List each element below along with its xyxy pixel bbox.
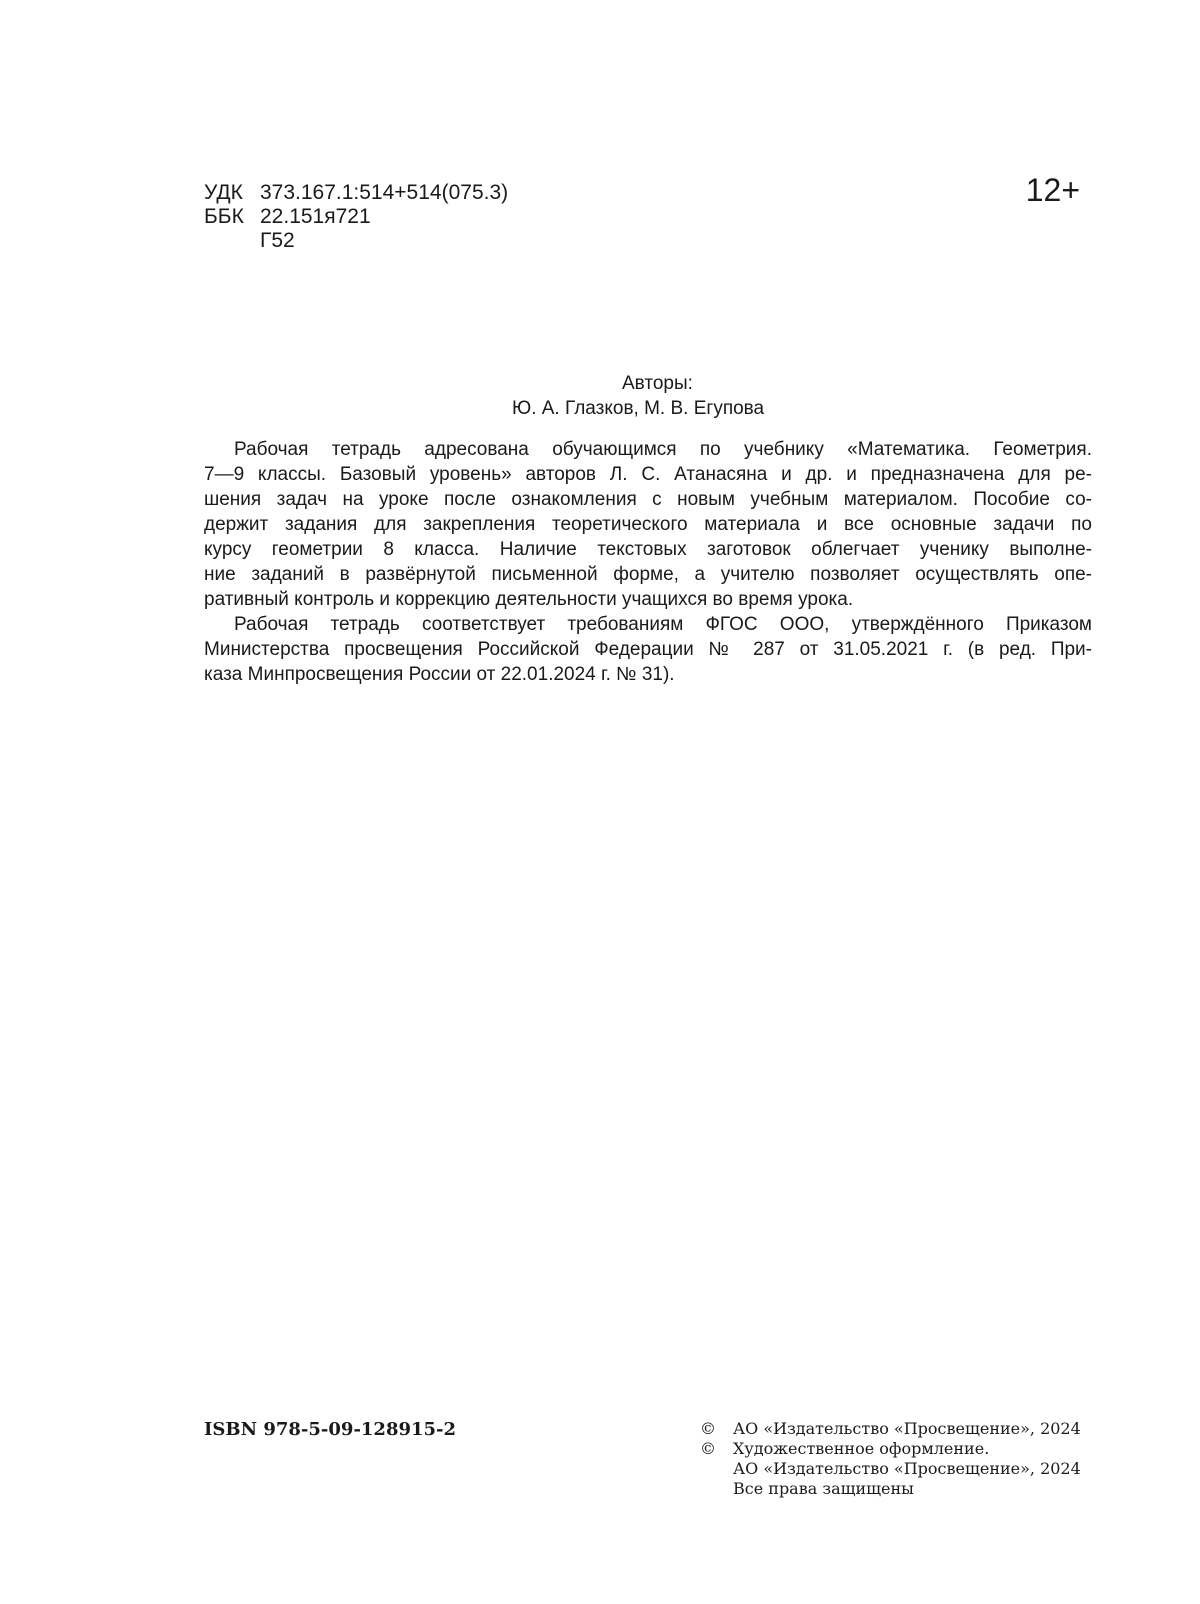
classification-codes [204,181,508,253]
abstract-line: ративный контроль и коррекцию деятельности учащихся во время урока. [204,589,854,610]
udk-value: 373.167.1:514+514(075.3) [260,181,509,204]
authors-names: Ю. А. Глазков, М. В. Егупова [512,398,765,419]
copyright-row [700,1479,1081,1499]
isbn: ISBN 978-5-09-128915-2 [204,1419,457,1440]
copyright-block [700,1419,1081,1499]
copyright-publisher: АО «Издательство «Просвещение», 2024 [733,1419,1081,1438]
abstract-line: шения задач на уроке после ознакомления с новым учебным материалом. Пособие со- [204,489,1092,510]
abstract-line: курсу геометрии 8 класса. Наличие текстовых заготовок облегчает ученику выполне- [204,539,1092,560]
abstract-line: держит задания для закрепления теоретического материала и все основные задачи по [204,514,1092,535]
abstract-line: ние заданий в развёрнутой письменной форме, а учителю позволяет осуществлять опе- [204,564,1092,585]
copyright-icon: © [700,1439,716,1458]
abstract-line: Рабочая тетрадь адресована обучающимся по учебнику «Математика. Геометрия. [234,439,1092,460]
author-mark: Г52 [260,229,295,252]
copyright-design: Художественное оформление. [733,1439,990,1458]
author-mark-row [204,229,508,253]
age-rating: 12+ [1025,172,1080,208]
copyright-row [700,1459,1081,1479]
bbk-label: ББК [204,205,244,228]
udk-row [204,181,508,205]
udk-label: УДК [204,181,243,204]
abstract-line: каза Минпросвещения России от 22.01.2024 г. № 31). [204,664,675,685]
abstract-line: Рабочая тетрадь соответствует требованиям ФГОС ООО, утверждённого Приказом [234,614,1092,635]
abstract-line: Министерства просвещения Российской Федерации № 287 от 31.05.2021 г. (в ред. При- [204,639,1092,660]
bbk-value: 22.151я721 [260,205,371,228]
copyright-row [700,1419,1081,1439]
abstract-line: 7—9 классы. Базовый уровень» авторов Л. С. Атанасяна и др. и предназначена для ре- [204,464,1092,485]
copyright-icon: © [700,1419,716,1438]
copyright-row [700,1439,1081,1459]
bbk-row [204,205,508,229]
abstract [204,437,1092,687]
all-rights-reserved: Все права защищены [733,1479,914,1498]
authors-title: Авторы: [622,373,693,394]
copyright-design-publisher: АО «Издательство «Просвещение», 2024 [733,1459,1081,1478]
